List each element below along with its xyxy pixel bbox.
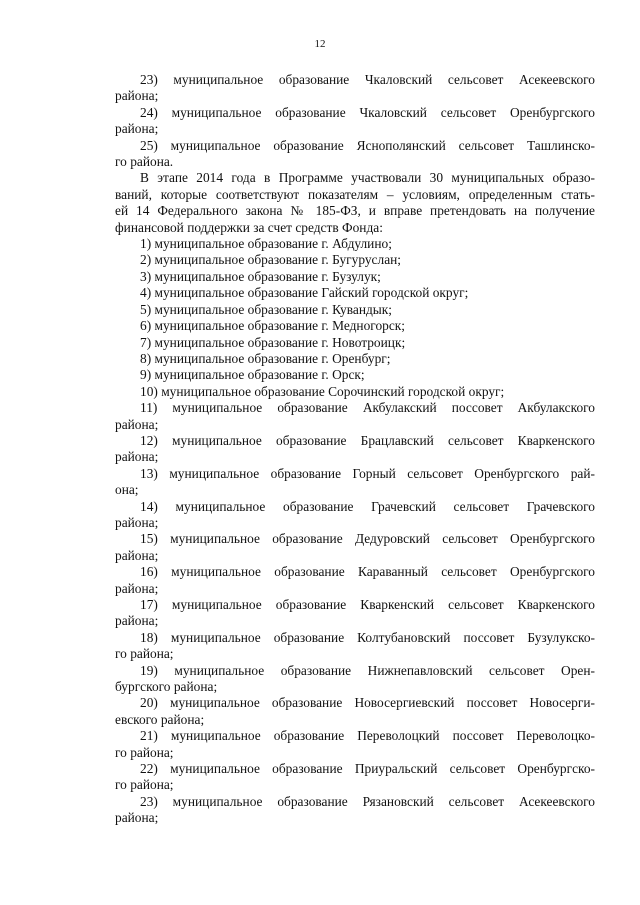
list-item <box>115 433 595 466</box>
list-item-line: 18) муниципальное образование Колтубановский поссовет Бузулукско- <box>140 629 595 645</box>
list-item <box>115 695 595 728</box>
list-item: 4) муниципальное образование Гайский городской округ; <box>140 285 469 301</box>
list-item-line: евского района; <box>115 711 205 727</box>
list-item <box>115 72 595 105</box>
list-item-line: го района; <box>115 744 174 760</box>
list-item-line: 22) муниципальное образование Приуральский сельсовет Оренбургско- <box>140 761 595 777</box>
list-item: 8) муниципальное образование г. Оренбург; <box>140 350 391 366</box>
list-item <box>115 499 595 532</box>
list-item <box>115 761 595 794</box>
list-item-line: района; <box>115 810 159 826</box>
list-item <box>115 794 595 827</box>
list-item-line: 25) муниципальное образование Яснополянский сельсовет Ташлинско- <box>140 137 595 153</box>
list-item-line: района; <box>115 88 159 104</box>
body-paragraph <box>115 170 595 236</box>
paragraph-line: ей 14 Федерального закона № 185-ФЗ, и вправе претендовать на получение <box>115 203 595 219</box>
page-number: 12 <box>314 38 326 50</box>
list-item-line: 17) муниципальное образование Кваркенский сельсовет Кваркенского <box>140 597 595 612</box>
list-item <box>115 531 595 564</box>
list-item: 3) муниципальное образование г. Бузулук; <box>140 268 381 284</box>
paragraph-line: финансовой поддержки за счет средств Фонда: <box>115 219 383 235</box>
list-item <box>115 466 595 499</box>
list-item: 2) муниципальное образование г. Бугуруслан; <box>140 252 402 268</box>
list-item-line: 21) муниципальное образование Переволоцкий поссовет Переволоцко- <box>140 728 595 744</box>
paragraph-line: В этапе 2014 года в Программе участвовали 30 муниципальных образо- <box>140 170 595 186</box>
list-item-line: 23) муниципальное образование Чкаловский сельсовет Асекеевского <box>140 72 595 87</box>
list-item-line: го района; <box>115 646 174 662</box>
list-item-line: 13) муниципальное образование Горный сельсовет Оренбургского рай- <box>140 465 595 481</box>
list-item-line: района; <box>115 416 159 432</box>
short-list <box>115 236 595 400</box>
list-item-line: района; <box>115 449 159 465</box>
list-item-line: 14) муниципальное образование Грачевский сельсовет Грачевского <box>140 498 595 514</box>
list-item: 6) муниципальное образование г. Медногорск; <box>140 318 405 334</box>
long-list <box>115 400 595 827</box>
list-item-line: 11) муниципальное образование Акбулакский поссовет Акбулакского <box>140 400 595 416</box>
list-item-line: 15) муниципальное образование Дедуровский сельсовет Оренбургского <box>140 531 595 547</box>
list-item-line: она; <box>115 482 139 498</box>
list-item-line: 16) муниципальное образование Караванный сельсовет Оренбургского <box>140 564 595 580</box>
list-item: 7) муниципальное образование г. Новотроицк; <box>140 334 406 350</box>
list-item-line: го района; <box>115 777 174 793</box>
list-item-line: района; <box>115 121 159 137</box>
list-item <box>115 630 595 663</box>
list-item: 10) муниципальное образование Сорочинский городской округ; <box>140 383 505 399</box>
list-item-line: района; <box>115 514 159 530</box>
list-item-line: 23) муниципальное образование Рязановский сельсовет Асекеевского <box>140 793 595 809</box>
list-item: 5) муниципальное образование г. Кувандык; <box>140 301 393 317</box>
list-item <box>115 728 595 761</box>
list-item: 9) муниципальное образование г. Орск; <box>140 367 365 383</box>
list-item-line: бургского района; <box>115 679 218 695</box>
list-item-line: района; <box>115 613 159 629</box>
paragraph-line: ваний, которые соответствуют показателям – условиям, определенным стать- <box>115 186 595 202</box>
list-item: 1) муниципальное образование г. Абдулино; <box>140 236 392 252</box>
list-item-line: 20) муниципальное образование Новосергиевский поссовет Новосерги- <box>140 695 595 711</box>
list-item-line: района; <box>115 580 159 596</box>
list-item-line: 24) муниципальное образование Чкаловский сельсовет Оренбургского <box>140 104 595 120</box>
list-item <box>115 400 595 433</box>
list-item-line: 19) муниципальное образование Нижнепавловский сельсовет Орен- <box>140 662 595 678</box>
list-item-line: района; <box>115 547 159 563</box>
list-item <box>115 597 595 630</box>
list-item-line: го района. <box>115 154 174 170</box>
list-item <box>115 105 595 138</box>
list-item-line: 12) муниципальное образование Брацлавский сельсовет Кваркенского <box>140 432 595 448</box>
document-body <box>115 72 595 827</box>
list-item <box>115 663 595 696</box>
list-item <box>115 564 595 597</box>
list-item <box>115 138 595 171</box>
